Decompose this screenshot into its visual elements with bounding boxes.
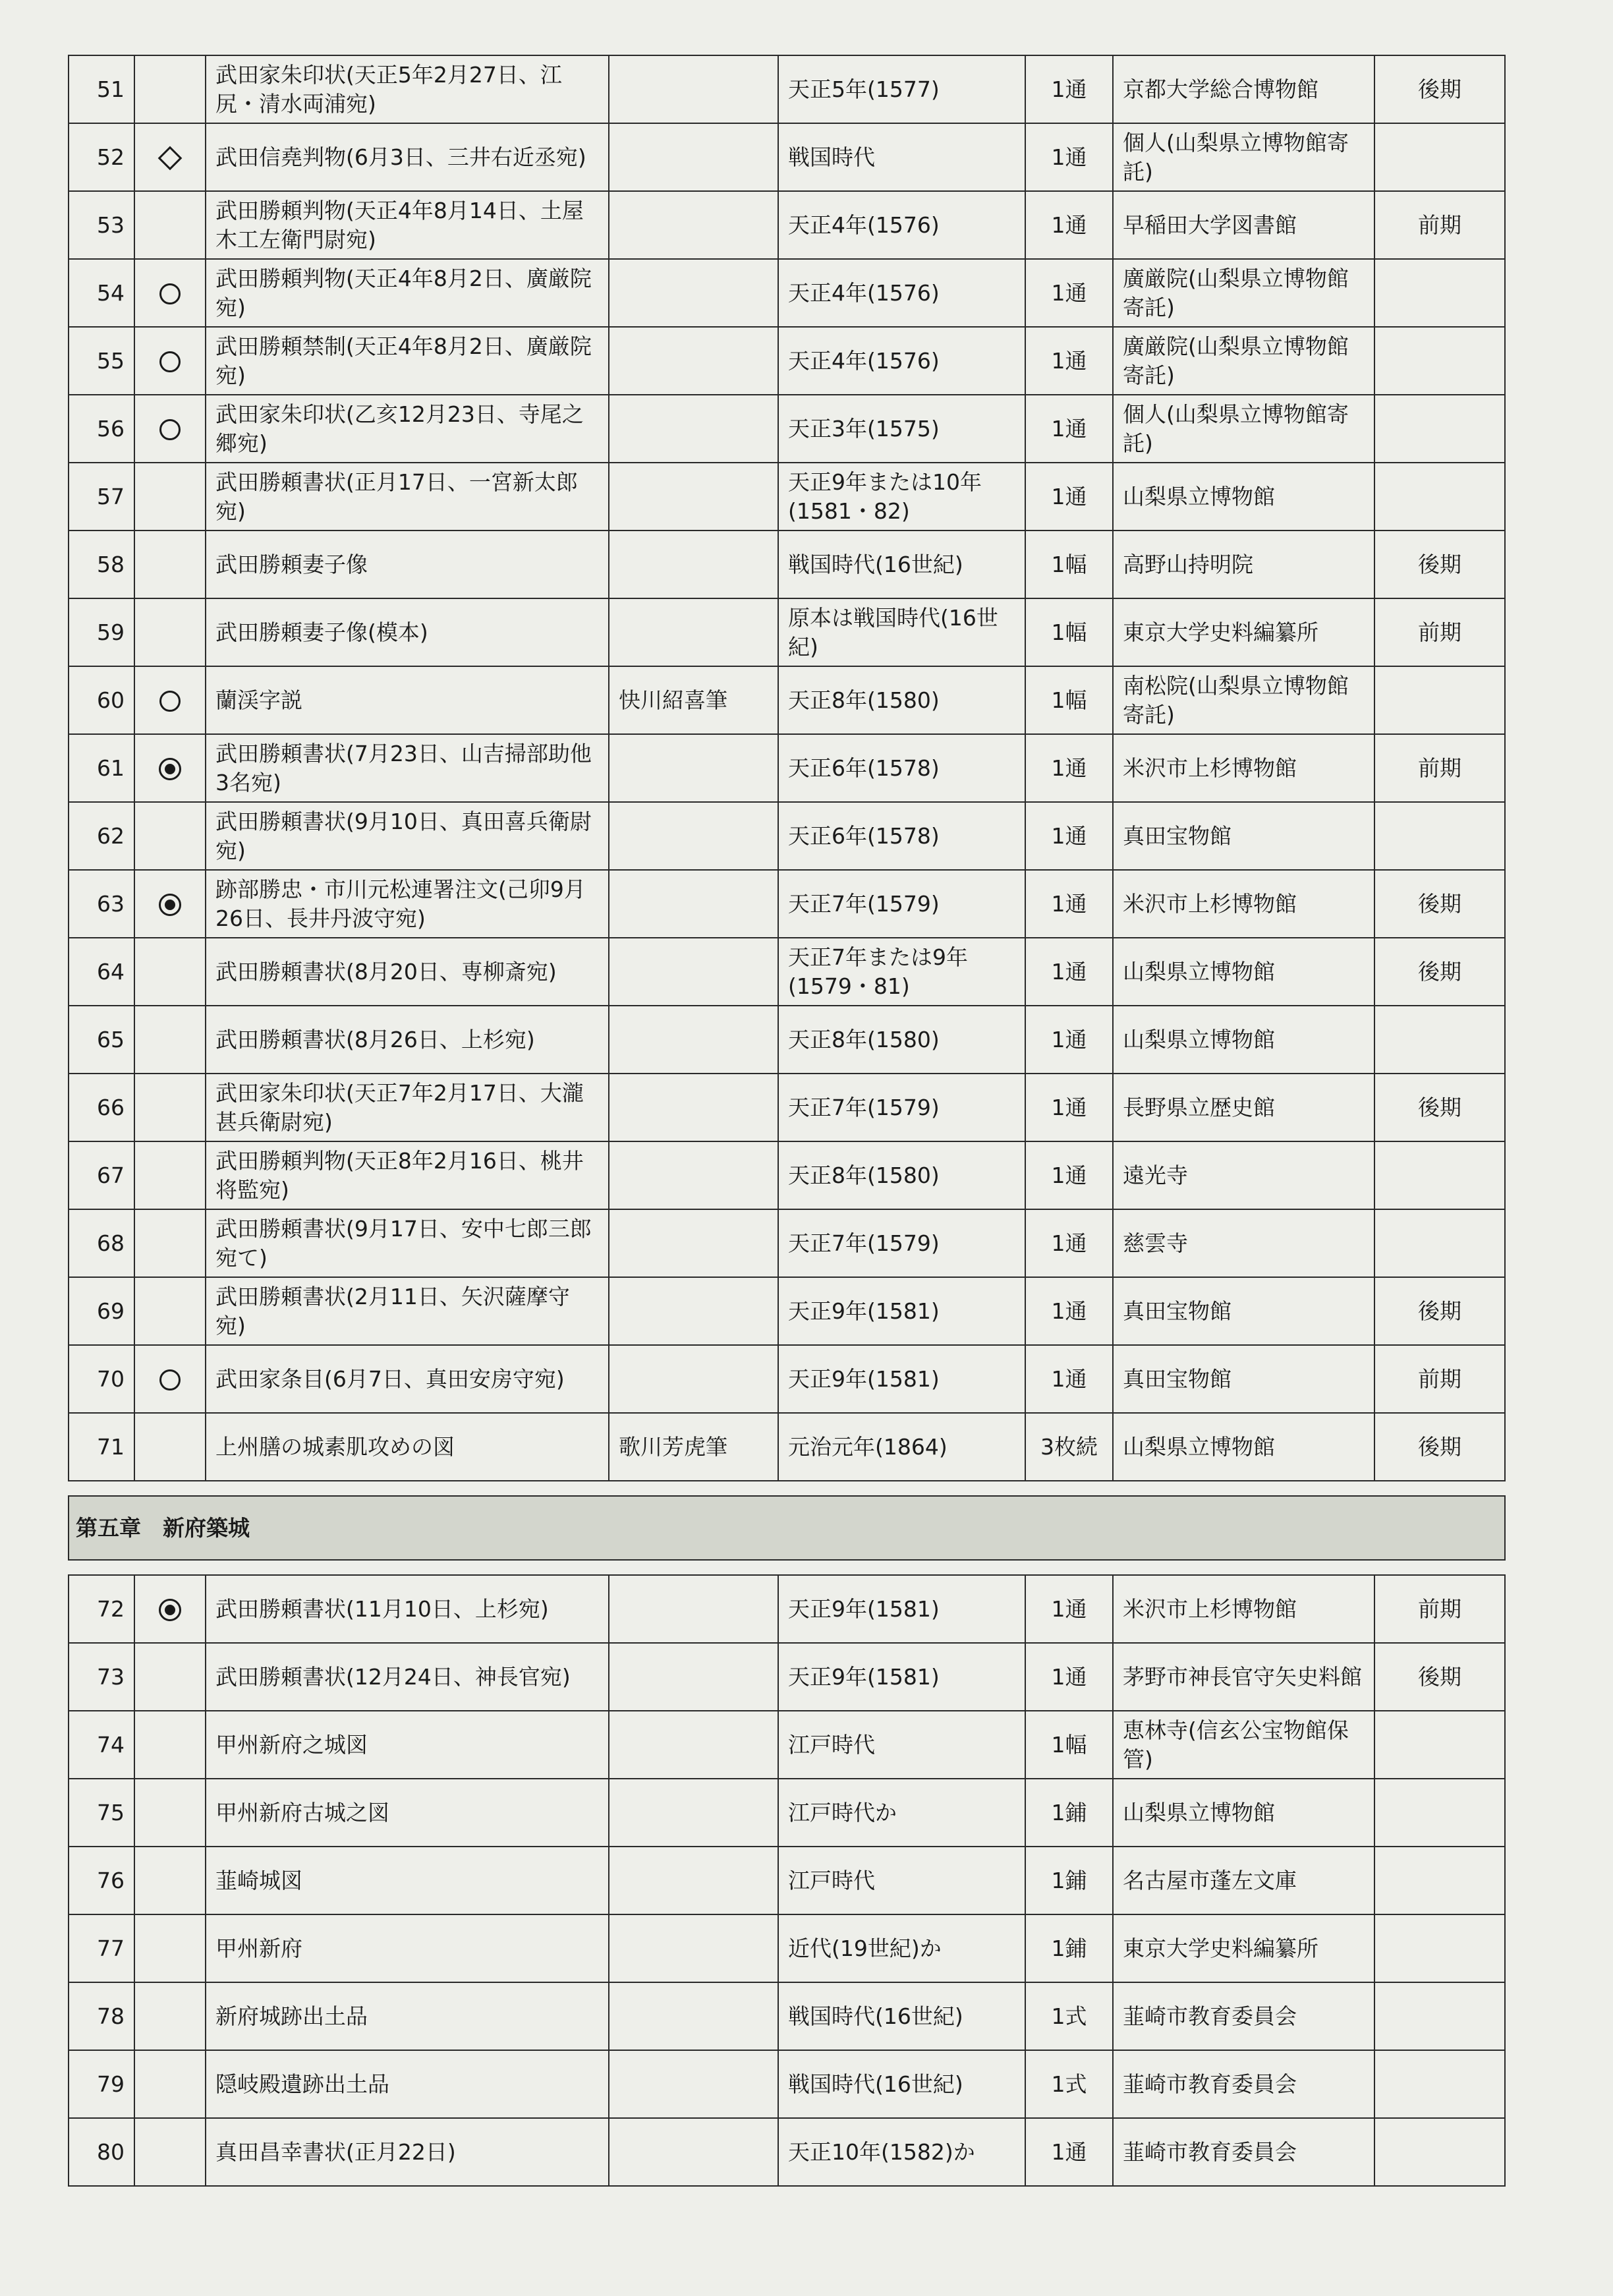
table-row bbox=[69, 327, 1505, 395]
item-quantity: 1通 bbox=[1025, 259, 1113, 327]
item-title: 武田家条目(6月7日、真田安房守宛) bbox=[206, 1345, 609, 1413]
item-number: 68 bbox=[69, 1209, 134, 1277]
table-row bbox=[69, 1982, 1505, 2050]
table-row bbox=[69, 1345, 1505, 1413]
table-row bbox=[69, 1006, 1505, 1074]
table-row bbox=[69, 395, 1505, 463]
table-row bbox=[69, 55, 1505, 123]
item-date: 江戸時代か bbox=[778, 1779, 1025, 1847]
item-display-period bbox=[1374, 2050, 1505, 2118]
item-display-period: 後期 bbox=[1374, 1277, 1505, 1345]
item-owner: 米沢市上杉博物館 bbox=[1113, 734, 1374, 802]
item-date: 天正4年(1576) bbox=[778, 259, 1025, 327]
item-display-period bbox=[1374, 802, 1505, 870]
designation-mark bbox=[134, 734, 206, 802]
chapter-heading: 第五章 新府築城 bbox=[69, 1496, 1505, 1560]
designation-mark bbox=[134, 191, 206, 259]
designation-mark bbox=[134, 1141, 206, 1209]
item-author bbox=[609, 1847, 778, 1914]
exhibit-table bbox=[68, 55, 1506, 2187]
item-display-period: 前期 bbox=[1374, 734, 1505, 802]
item-owner: 高野山持明院 bbox=[1113, 531, 1374, 598]
item-author bbox=[609, 1345, 778, 1413]
item-display-period bbox=[1374, 1982, 1505, 2050]
item-title: 甲州新府古城之図 bbox=[206, 1779, 609, 1847]
table-row bbox=[69, 666, 1505, 734]
table-row bbox=[69, 938, 1505, 1006]
item-date: 天正7年(1579) bbox=[778, 1209, 1025, 1277]
item-title: 武田家朱印状(乙亥12月23日、寺尾之郷宛) bbox=[206, 395, 609, 463]
designation-mark bbox=[134, 1413, 206, 1481]
item-title: 武田勝頼書状(11月10日、上杉宛) bbox=[206, 1575, 609, 1643]
item-author bbox=[609, 327, 778, 395]
designation-mark bbox=[134, 327, 206, 395]
designation-mark bbox=[134, 1847, 206, 1914]
item-quantity: 1幅 bbox=[1025, 598, 1113, 666]
item-author bbox=[609, 1982, 778, 2050]
item-number: 80 bbox=[69, 2118, 134, 2186]
item-date: 天正9年(1581) bbox=[778, 1643, 1025, 1711]
item-author bbox=[609, 1643, 778, 1711]
item-quantity: 1幅 bbox=[1025, 531, 1113, 598]
item-author bbox=[609, 1277, 778, 1345]
table-row bbox=[69, 734, 1505, 802]
item-quantity: 1通 bbox=[1025, 1643, 1113, 1711]
item-owner: 茅野市神長官守矢史料館 bbox=[1113, 1643, 1374, 1711]
item-quantity: 1通 bbox=[1025, 463, 1113, 531]
item-author bbox=[609, 2050, 778, 2118]
item-author bbox=[609, 395, 778, 463]
item-number: 73 bbox=[69, 1643, 134, 1711]
item-date: 天正8年(1580) bbox=[778, 1141, 1025, 1209]
item-quantity: 1鋪 bbox=[1025, 1914, 1113, 1982]
item-quantity: 1通 bbox=[1025, 802, 1113, 870]
item-date: 天正8年(1580) bbox=[778, 1006, 1025, 1074]
item-number: 79 bbox=[69, 2050, 134, 2118]
item-quantity: 1通 bbox=[1025, 734, 1113, 802]
item-date: 天正4年(1576) bbox=[778, 327, 1025, 395]
table-row bbox=[69, 1779, 1505, 1847]
item-number: 77 bbox=[69, 1914, 134, 1982]
item-author bbox=[609, 802, 778, 870]
item-author bbox=[609, 1209, 778, 1277]
item-date: 戦国時代(16世紀) bbox=[778, 1982, 1025, 2050]
item-title: 武田勝頼書状(7月23日、山吉掃部助他3名宛) bbox=[206, 734, 609, 802]
table-row bbox=[69, 1643, 1505, 1711]
designation-mark bbox=[134, 938, 206, 1006]
designation-mark bbox=[134, 1209, 206, 1277]
item-quantity: 1通 bbox=[1025, 123, 1113, 191]
designation-mark bbox=[134, 1779, 206, 1847]
item-title: 韮崎城図 bbox=[206, 1847, 609, 1914]
item-owner: 米沢市上杉博物館 bbox=[1113, 1575, 1374, 1643]
designation-mark bbox=[134, 463, 206, 531]
item-title: 武田勝頼判物(天正4年8月2日、廣厳院宛) bbox=[206, 259, 609, 327]
item-quantity: 1鋪 bbox=[1025, 1779, 1113, 1847]
item-number: 71 bbox=[69, 1413, 134, 1481]
item-owner: 米沢市上杉博物館 bbox=[1113, 870, 1374, 938]
item-title: 蘭渓字説 bbox=[206, 666, 609, 734]
item-title: 武田勝頼書状(正月17日、一宮新太郎宛) bbox=[206, 463, 609, 531]
item-quantity: 1通 bbox=[1025, 191, 1113, 259]
item-date: 戦国時代 bbox=[778, 123, 1025, 191]
table-row bbox=[69, 463, 1505, 531]
item-owner: 韮崎市教育委員会 bbox=[1113, 1982, 1374, 2050]
designation-mark bbox=[134, 2050, 206, 2118]
table-row bbox=[69, 1277, 1505, 1345]
item-display-period bbox=[1374, 123, 1505, 191]
item-display-period: 後期 bbox=[1374, 1643, 1505, 1711]
item-owner: 山梨県立博物館 bbox=[1113, 463, 1374, 531]
item-title: 跡部勝忠・市川元松連署注文(己卯9月26日、長井丹波守宛) bbox=[206, 870, 609, 938]
item-title: 武田勝頼書状(8月20日、専柳斎宛) bbox=[206, 938, 609, 1006]
item-title: 武田勝頼書状(9月17日、安中七郎三郎宛て) bbox=[206, 1209, 609, 1277]
item-display-period bbox=[1374, 1779, 1505, 1847]
item-quantity: 1通 bbox=[1025, 1006, 1113, 1074]
item-display-period bbox=[1374, 1141, 1505, 1209]
item-owner: 長野県立歴史館 bbox=[1113, 1074, 1374, 1141]
item-author bbox=[609, 463, 778, 531]
item-date: 天正8年(1580) bbox=[778, 666, 1025, 734]
item-number: 70 bbox=[69, 1345, 134, 1413]
item-number: 61 bbox=[69, 734, 134, 802]
item-display-period bbox=[1374, 1914, 1505, 1982]
item-display-period bbox=[1374, 327, 1505, 395]
item-quantity: 1通 bbox=[1025, 395, 1113, 463]
item-title: 武田勝頼書状(2月11日、矢沢薩摩守宛) bbox=[206, 1277, 609, 1345]
table-row bbox=[69, 1074, 1505, 1141]
item-owner: 真田宝物館 bbox=[1113, 802, 1374, 870]
item-author bbox=[609, 531, 778, 598]
item-display-period: 後期 bbox=[1374, 1074, 1505, 1141]
item-title: 武田勝頼妻子像(模本) bbox=[206, 598, 609, 666]
item-quantity: 1鋪 bbox=[1025, 1847, 1113, 1914]
item-number: 56 bbox=[69, 395, 134, 463]
item-author bbox=[609, 1575, 778, 1643]
item-number: 62 bbox=[69, 802, 134, 870]
item-owner: 廣厳院(山梨県立博物館寄託) bbox=[1113, 259, 1374, 327]
designation-mark bbox=[134, 259, 206, 327]
table-section-chapter-4 bbox=[69, 55, 1505, 1481]
item-number: 51 bbox=[69, 55, 134, 123]
item-quantity: 1通 bbox=[1025, 55, 1113, 123]
item-number: 75 bbox=[69, 1779, 134, 1847]
designation-mark bbox=[134, 55, 206, 123]
designation-mark bbox=[134, 395, 206, 463]
item-owner: 真田宝物館 bbox=[1113, 1345, 1374, 1413]
designation-mark bbox=[134, 802, 206, 870]
item-author bbox=[609, 1779, 778, 1847]
item-quantity: 1通 bbox=[1025, 2118, 1113, 2186]
item-quantity: 1通 bbox=[1025, 870, 1113, 938]
item-title: 上州膳の城素肌攻めの図 bbox=[206, 1413, 609, 1481]
table-row bbox=[69, 2050, 1505, 2118]
item-owner: 恵林寺(信玄公宝物館保管) bbox=[1113, 1711, 1374, 1779]
item-display-period bbox=[1374, 1006, 1505, 1074]
item-display-period bbox=[1374, 395, 1505, 463]
item-number: 52 bbox=[69, 123, 134, 191]
item-author bbox=[609, 1074, 778, 1141]
item-display-period bbox=[1374, 1847, 1505, 1914]
item-display-period: 前期 bbox=[1374, 1345, 1505, 1413]
table-row bbox=[69, 123, 1505, 191]
item-display-period: 後期 bbox=[1374, 1413, 1505, 1481]
item-date: 江戸時代 bbox=[778, 1711, 1025, 1779]
item-quantity: 1幅 bbox=[1025, 666, 1113, 734]
item-number: 58 bbox=[69, 531, 134, 598]
item-date: 元治元年(1864) bbox=[778, 1413, 1025, 1481]
table-row bbox=[69, 1847, 1505, 1914]
item-number: 54 bbox=[69, 259, 134, 327]
table-row bbox=[69, 1209, 1505, 1277]
table-row bbox=[69, 1711, 1505, 1779]
item-date: 天正9年(1581) bbox=[778, 1575, 1025, 1643]
double-circle-mark-icon bbox=[159, 758, 181, 780]
item-number: 60 bbox=[69, 666, 134, 734]
item-title: 武田勝頼書状(12月24日、神長官宛) bbox=[206, 1643, 609, 1711]
designation-mark bbox=[134, 666, 206, 734]
item-number: 64 bbox=[69, 938, 134, 1006]
item-author bbox=[609, 1006, 778, 1074]
item-quantity: 1通 bbox=[1025, 327, 1113, 395]
item-quantity: 1通 bbox=[1025, 1074, 1113, 1141]
designation-mark bbox=[134, 2118, 206, 2186]
item-owner: 東京大学史料編纂所 bbox=[1113, 1914, 1374, 1982]
item-title: 新府城跡出土品 bbox=[206, 1982, 609, 2050]
designation-mark bbox=[134, 1277, 206, 1345]
table-row bbox=[69, 1575, 1505, 1643]
designation-mark bbox=[134, 1074, 206, 1141]
item-quantity: 1通 bbox=[1025, 1141, 1113, 1209]
item-quantity: 1通 bbox=[1025, 1575, 1113, 1643]
diamond-mark-icon bbox=[158, 146, 183, 171]
item-number: 65 bbox=[69, 1006, 134, 1074]
table-row bbox=[69, 259, 1505, 327]
item-owner: 廣厳院(山梨県立博物館寄託) bbox=[1113, 327, 1374, 395]
item-display-period: 前期 bbox=[1374, 598, 1505, 666]
item-title: 武田勝頼判物(天正4年8月14日、土屋木工左衛門尉宛) bbox=[206, 191, 609, 259]
item-author bbox=[609, 2118, 778, 2186]
item-display-period bbox=[1374, 2118, 1505, 2186]
circle-mark-icon bbox=[159, 283, 181, 304]
item-author bbox=[609, 938, 778, 1006]
item-quantity: 1通 bbox=[1025, 938, 1113, 1006]
designation-mark bbox=[134, 1345, 206, 1413]
item-quantity: 1式 bbox=[1025, 1982, 1113, 2050]
table-row bbox=[69, 531, 1505, 598]
item-author bbox=[609, 734, 778, 802]
item-author bbox=[609, 123, 778, 191]
item-date: 天正4年(1576) bbox=[778, 191, 1025, 259]
item-number: 76 bbox=[69, 1847, 134, 1914]
item-display-period bbox=[1374, 1209, 1505, 1277]
item-author bbox=[609, 1914, 778, 1982]
designation-mark bbox=[134, 123, 206, 191]
item-title: 武田信堯判物(6月3日、三井右近丞宛) bbox=[206, 123, 609, 191]
designation-mark bbox=[134, 598, 206, 666]
designation-mark bbox=[134, 870, 206, 938]
item-date: 天正7年(1579) bbox=[778, 1074, 1025, 1141]
designation-mark bbox=[134, 1006, 206, 1074]
item-owner: 東京大学史料編纂所 bbox=[1113, 598, 1374, 666]
item-author bbox=[609, 259, 778, 327]
item-title: 武田勝頼書状(8月26日、上杉宛) bbox=[206, 1006, 609, 1074]
item-quantity: 3枚続 bbox=[1025, 1413, 1113, 1481]
designation-mark bbox=[134, 1711, 206, 1779]
item-date: 天正5年(1577) bbox=[778, 55, 1025, 123]
item-owner: 個人(山梨県立博物館寄託) bbox=[1113, 395, 1374, 463]
item-owner: 個人(山梨県立博物館寄託) bbox=[1113, 123, 1374, 191]
item-title: 武田勝頼禁制(天正4年8月2日、廣厳院宛) bbox=[206, 327, 609, 395]
table-row bbox=[69, 191, 1505, 259]
item-title: 真田昌幸書状(正月22日) bbox=[206, 2118, 609, 2186]
item-date: 戦国時代(16世紀) bbox=[778, 531, 1025, 598]
item-number: 57 bbox=[69, 463, 134, 531]
item-quantity: 1幅 bbox=[1025, 1711, 1113, 1779]
item-author bbox=[609, 55, 778, 123]
item-date: 戦国時代(16世紀) bbox=[778, 2050, 1025, 2118]
item-title: 甲州新府之城図 bbox=[206, 1711, 609, 1779]
item-owner: 韮崎市教育委員会 bbox=[1113, 2118, 1374, 2186]
table-row bbox=[69, 1141, 1505, 1209]
table-row bbox=[69, 802, 1505, 870]
item-number: 69 bbox=[69, 1277, 134, 1345]
item-quantity: 1式 bbox=[1025, 2050, 1113, 2118]
item-owner: 山梨県立博物館 bbox=[1113, 1413, 1374, 1481]
item-date: 天正6年(1578) bbox=[778, 802, 1025, 870]
item-author bbox=[609, 870, 778, 938]
item-date: 江戸時代 bbox=[778, 1847, 1025, 1914]
item-owner: 早稲田大学図書館 bbox=[1113, 191, 1374, 259]
item-title: 甲州新府 bbox=[206, 1914, 609, 1982]
circle-mark-icon bbox=[159, 351, 181, 372]
item-owner: 韮崎市教育委員会 bbox=[1113, 2050, 1374, 2118]
item-quantity: 1通 bbox=[1025, 1209, 1113, 1277]
item-date: 原本は戦国時代(16世紀) bbox=[778, 598, 1025, 666]
double-circle-mark-icon bbox=[159, 1599, 181, 1621]
chapter-heading-row bbox=[69, 1496, 1505, 1560]
item-date: 天正7年(1579) bbox=[778, 870, 1025, 938]
table-row bbox=[69, 2118, 1505, 2186]
item-owner: 名古屋市蓬左文庫 bbox=[1113, 1847, 1374, 1914]
item-number: 63 bbox=[69, 870, 134, 938]
item-quantity: 1通 bbox=[1025, 1277, 1113, 1345]
item-date: 天正9年(1581) bbox=[778, 1345, 1025, 1413]
item-author bbox=[609, 1141, 778, 1209]
item-date: 天正3年(1575) bbox=[778, 395, 1025, 463]
item-owner: 慈雲寺 bbox=[1113, 1209, 1374, 1277]
item-title: 武田家朱印状(天正7年2月17日、大瀧甚兵衛尉宛) bbox=[206, 1074, 609, 1141]
item-display-period: 後期 bbox=[1374, 531, 1505, 598]
item-display-period bbox=[1374, 666, 1505, 734]
item-title: 隠岐殿遺跡出土品 bbox=[206, 2050, 609, 2118]
designation-mark bbox=[134, 1643, 206, 1711]
item-author: 快川紹喜筆 bbox=[609, 666, 778, 734]
designation-mark bbox=[134, 1575, 206, 1643]
circle-mark-icon bbox=[159, 419, 181, 440]
item-owner: 山梨県立博物館 bbox=[1113, 938, 1374, 1006]
item-title: 武田勝頼妻子像 bbox=[206, 531, 609, 598]
item-date: 天正10年(1582)か bbox=[778, 2118, 1025, 2186]
item-display-period: 前期 bbox=[1374, 191, 1505, 259]
item-display-period: 後期 bbox=[1374, 55, 1505, 123]
double-circle-mark-icon bbox=[159, 894, 181, 916]
table-row bbox=[69, 598, 1505, 666]
item-author bbox=[609, 1711, 778, 1779]
item-title: 武田家朱印状(天正5年2月27日、江尻・清水両浦宛) bbox=[206, 55, 609, 123]
item-owner: 真田宝物館 bbox=[1113, 1277, 1374, 1345]
circle-mark-icon bbox=[159, 1369, 181, 1391]
item-number: 72 bbox=[69, 1575, 134, 1643]
item-date: 近代(19世紀)か bbox=[778, 1914, 1025, 1982]
circle-mark-icon bbox=[159, 691, 181, 712]
designation-mark bbox=[134, 1982, 206, 2050]
item-date: 天正7年または9年(1579・81) bbox=[778, 938, 1025, 1006]
item-quantity: 1通 bbox=[1025, 1345, 1113, 1413]
item-number: 66 bbox=[69, 1074, 134, 1141]
item-display-period bbox=[1374, 259, 1505, 327]
item-number: 74 bbox=[69, 1711, 134, 1779]
item-number: 53 bbox=[69, 191, 134, 259]
item-display-period: 前期 bbox=[1374, 1575, 1505, 1643]
item-display-period: 後期 bbox=[1374, 938, 1505, 1006]
item-number: 55 bbox=[69, 327, 134, 395]
item-author bbox=[609, 598, 778, 666]
table-section-divider bbox=[69, 1481, 1505, 1575]
item-author: 歌川芳虎筆 bbox=[609, 1413, 778, 1481]
item-display-period: 後期 bbox=[1374, 870, 1505, 938]
designation-mark bbox=[134, 531, 206, 598]
item-date: 天正9年(1581) bbox=[778, 1277, 1025, 1345]
item-display-period bbox=[1374, 1711, 1505, 1779]
exhibit-list-page bbox=[68, 55, 1504, 2187]
table-row bbox=[69, 1413, 1505, 1481]
item-owner: 山梨県立博物館 bbox=[1113, 1006, 1374, 1074]
item-date: 天正6年(1578) bbox=[778, 734, 1025, 802]
item-owner: 京都大学総合博物館 bbox=[1113, 55, 1374, 123]
table-section-chapter-5 bbox=[69, 1575, 1505, 2186]
item-display-period bbox=[1374, 463, 1505, 531]
item-author bbox=[609, 191, 778, 259]
designation-mark bbox=[134, 1914, 206, 1982]
item-number: 78 bbox=[69, 1982, 134, 2050]
item-owner: 遠光寺 bbox=[1113, 1141, 1374, 1209]
item-date: 天正9年または10年(1581・82) bbox=[778, 463, 1025, 531]
item-title: 武田勝頼判物(天正8年2月16日、桃井将監宛) bbox=[206, 1141, 609, 1209]
item-owner: 南松院(山梨県立博物館寄託) bbox=[1113, 666, 1374, 734]
item-number: 67 bbox=[69, 1141, 134, 1209]
item-title: 武田勝頼書状(9月10日、真田喜兵衛尉宛) bbox=[206, 802, 609, 870]
item-owner: 山梨県立博物館 bbox=[1113, 1779, 1374, 1847]
item-number: 59 bbox=[69, 598, 134, 666]
table-row bbox=[69, 1914, 1505, 1982]
table-row bbox=[69, 870, 1505, 938]
